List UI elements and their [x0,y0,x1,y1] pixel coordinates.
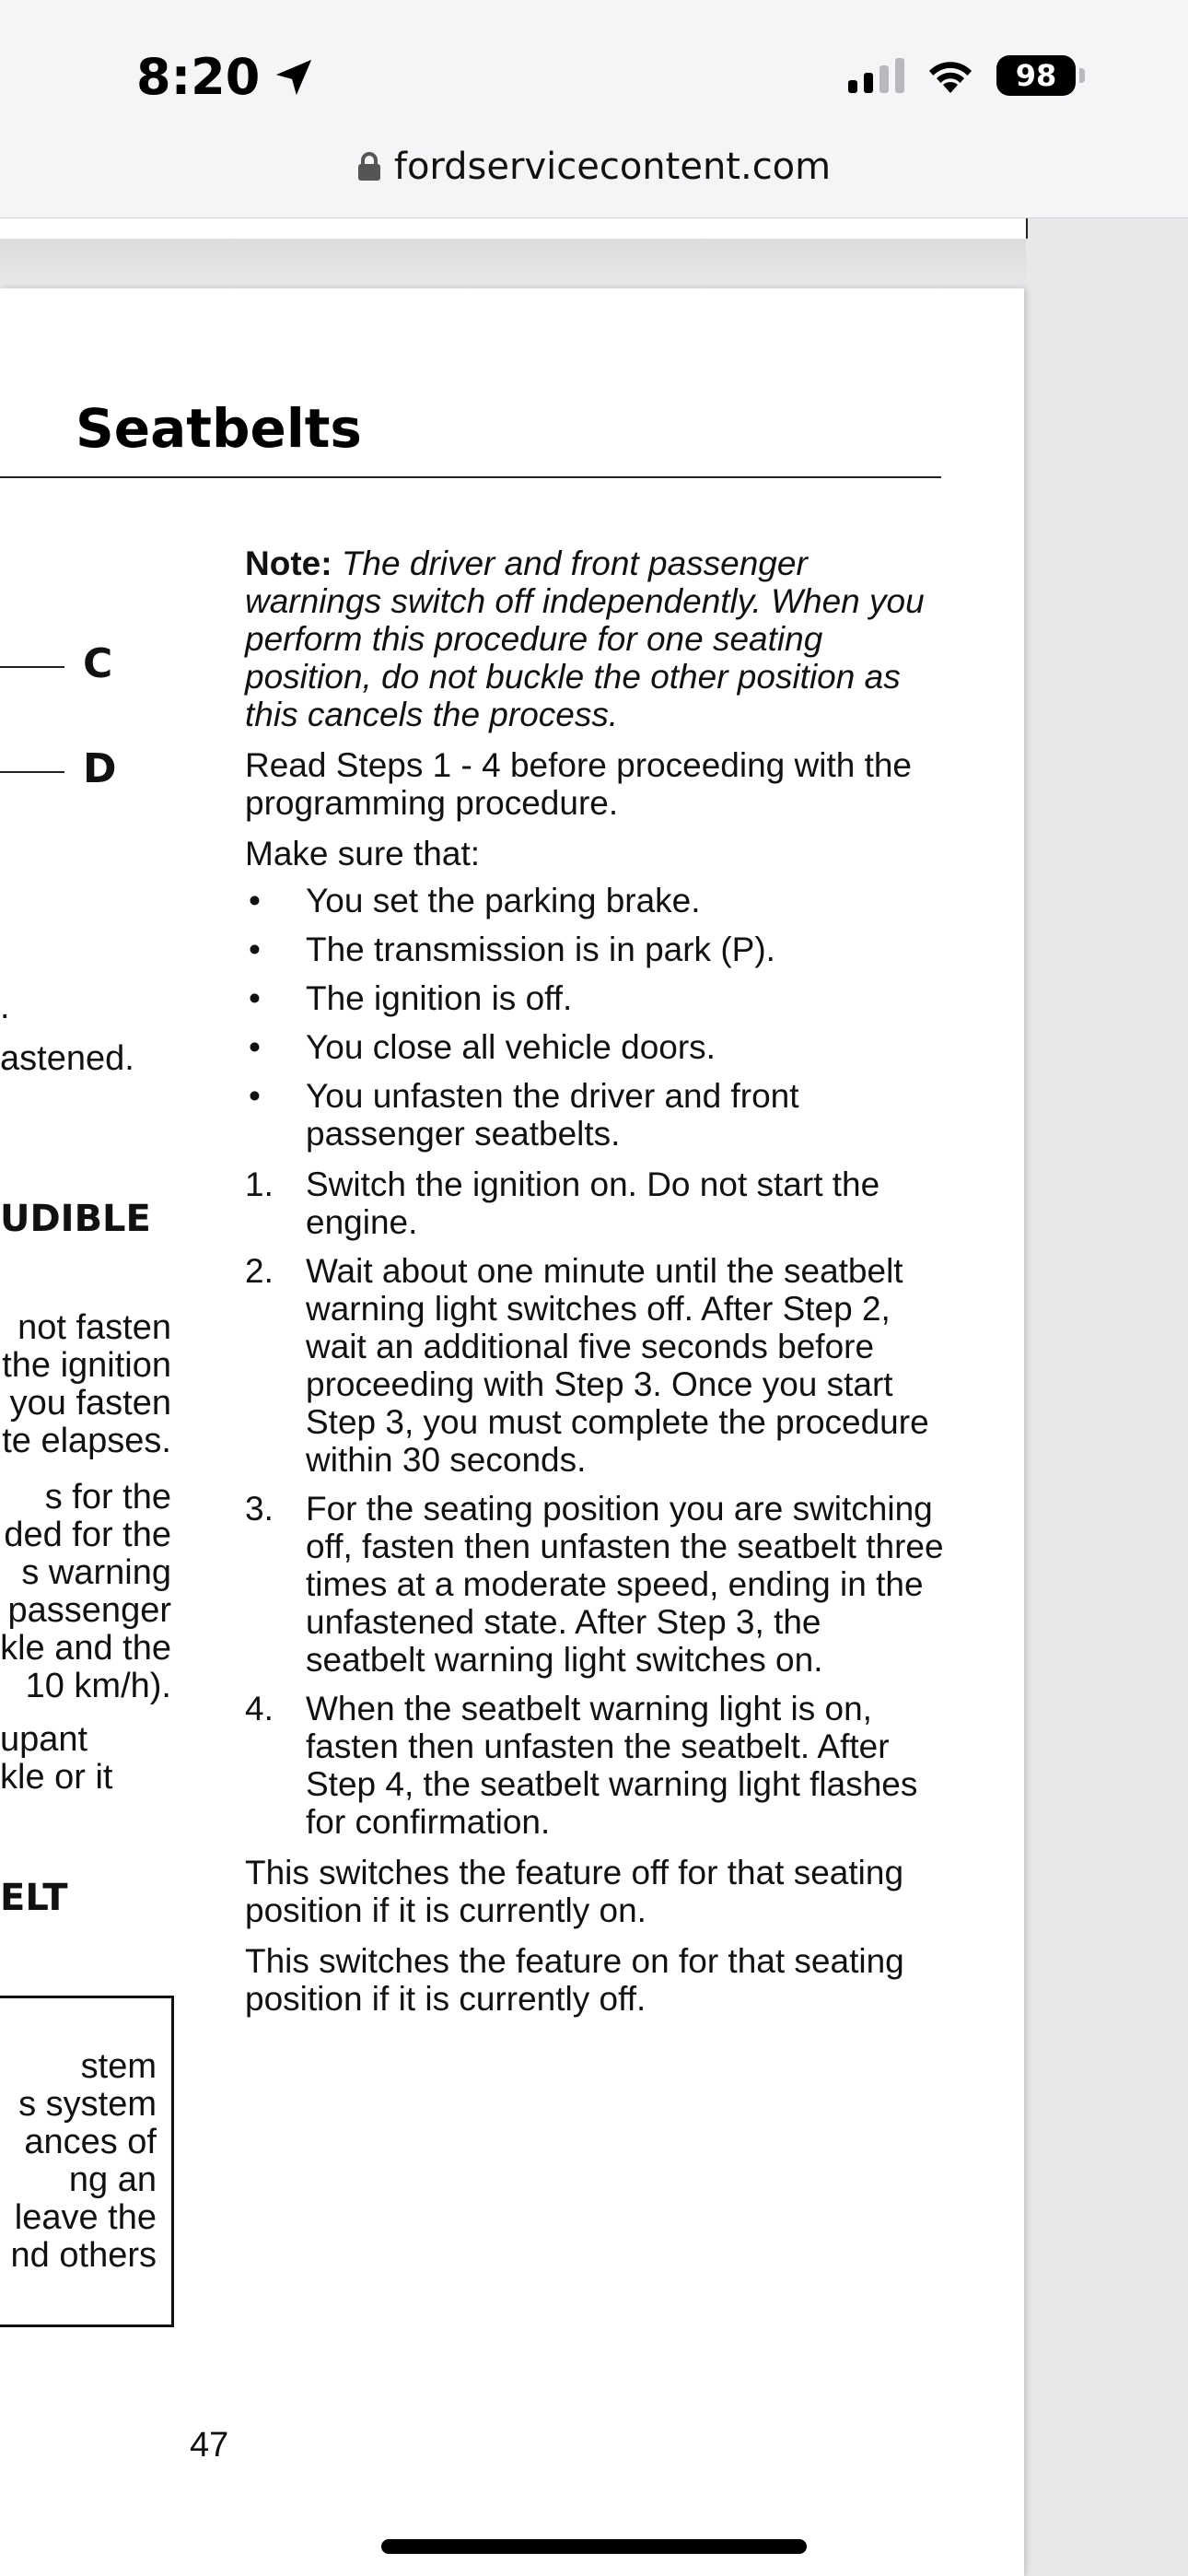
left-para-line: not fasten [17,1308,171,1347]
heading-rule [0,476,941,478]
left-para-line: ded for the [4,1516,171,1554]
wifi-icon [925,56,976,95]
url-text: fordservicecontent.com [393,146,832,188]
cellular-signal-icon [848,58,904,93]
left-heading-fragment: ELT [0,1877,68,1919]
clock-text: 8:20 [136,48,261,106]
left-para-line: s for the [44,1478,171,1516]
left-para-line: passenger [7,1591,171,1630]
steps-list [245,1165,945,1841]
warning-line: leave the [14,2198,157,2237]
previous-page-edge [0,218,1028,239]
list-item: • The ignition is off. [249,979,573,1017]
warning-line: s system [18,2085,157,2124]
closing-text: This switches the feature on for that seating position if it is currently off. [245,1942,904,2018]
home-indicator[interactable] [381,2539,807,2554]
intro-text: Read Steps 1 - 4 before proceeding with the programming procedure. [245,746,913,822]
left-para-line: the ignition [2,1346,171,1385]
left-para-line: kle and the [0,1629,171,1668]
step-item: 2. Wait about one minute until the seatbelt warning light switches off. After Step 2, wait an additional five seconds before proceeding with Step 3. Once you start Step 3, you must complete the procedure within 30 seconds. [245,1252,929,1479]
address-bar[interactable] [0,146,1188,188]
page-number: 47 [190,2426,229,2465]
note [245,544,945,733]
status-icons [848,55,1085,96]
page-gap [0,239,1026,288]
left-fragment: . [0,988,10,1026]
page-title: Seatbelts [76,397,362,460]
note-text: The driver and front passenger warnings switch off independently. When you perform this procedure for one seating position, do not buckle the other position as this cancels the process. [245,544,925,733]
status-time [136,48,315,106]
left-para-line: s warning [21,1553,171,1592]
warning-box [0,1996,174,2327]
step-item: 1. Switch the ignition on. Do not start the engine. [245,1165,880,1241]
callout-line-c [0,666,64,668]
make-sure-text: Make sure that: [245,835,481,872]
left-para-line: upant [0,1720,88,1759]
checklist [245,882,945,1153]
left-para-line: kle or it [0,1758,113,1797]
warning-line: ng an [68,2160,157,2199]
left-heading-fragment: UDIBLE [0,1198,151,1240]
warning-line: nd others [10,2236,157,2275]
browser-chrome [0,0,1188,218]
warning-line: ances of [24,2123,157,2161]
left-para-line: you fasten [9,1384,171,1423]
callout-line-d [0,771,64,773]
closing-text: This switches the feature off for that seating position if it is currently on. [245,1854,904,1929]
procedure-column [245,544,945,2031]
list-item: • The transmission is in park (P). [249,931,775,968]
step-item: 3. For the seating position you are switching off, fasten then unfasten the seatbelt three times at a moderate speed, ending in the unfastened state. After Step 3, the seatbelt warning light switches on. [245,1490,944,1679]
location-arrow-icon [273,56,315,99]
note-label: Note: [245,544,332,582]
lock-icon [357,152,381,181]
list-item: • You set the parking brake. [249,882,701,919]
left-para-line: 10 km/h). [25,1667,171,1705]
left-para-line: te elapses. [2,1422,171,1460]
battery-icon [996,55,1085,96]
list-item: • You close all vehicle doors. [249,1028,716,1066]
callout-d: D [83,745,117,792]
warning-line: stem [80,2047,157,2086]
callout-c: C [83,640,113,687]
list-item: • You unfasten the driver and front passenger seatbelts. [249,1077,799,1153]
document-page [0,288,1024,2576]
step-item: 4. When the seatbelt warning light is on, fasten then unfasten the seatbelt. After Step 4, the seatbelt warning light flashes for confirmation. [245,1690,918,1841]
left-fragment: astened. [0,1039,134,1078]
battery-level: 98 [996,55,1076,96]
